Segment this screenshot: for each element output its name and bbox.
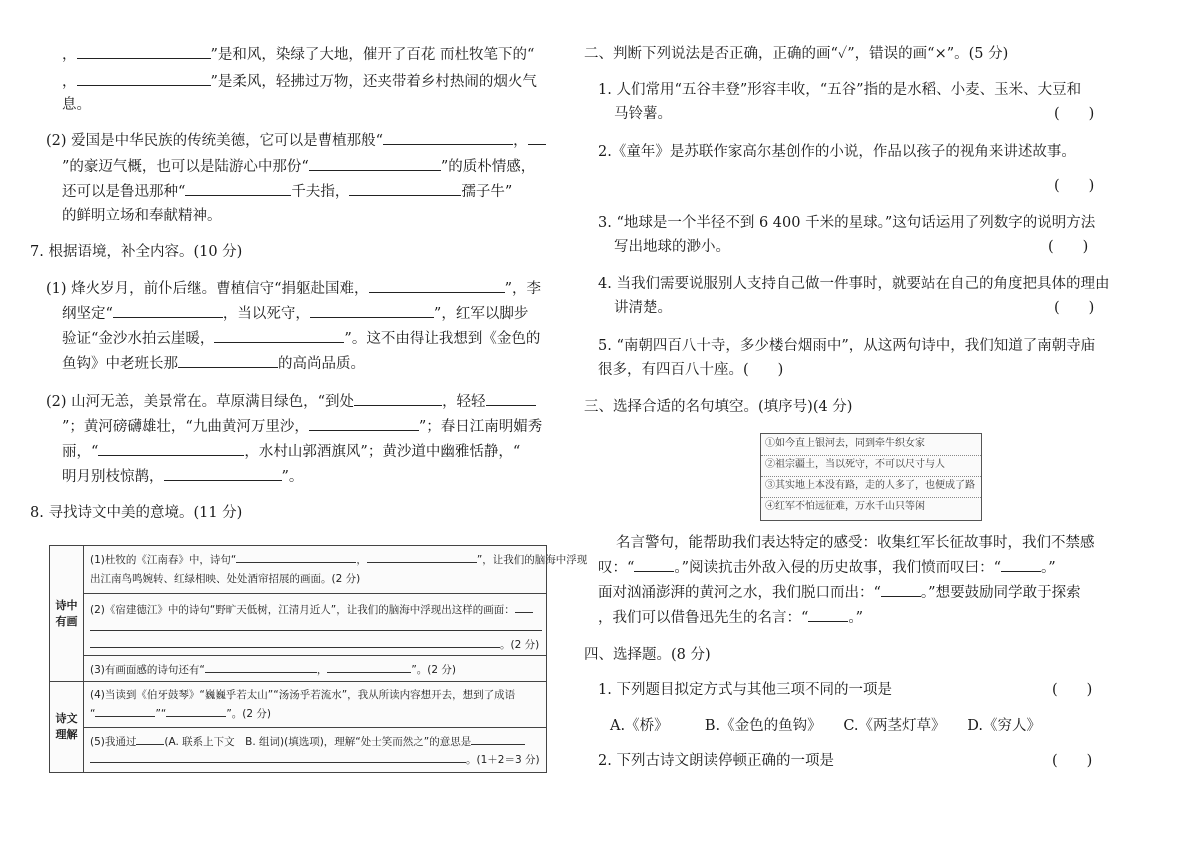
section-4-heading: 四、选择题。(8 分) [584,647,711,663]
quote-option-4: ④红军不怕远征难，万水千山只等闲 [765,501,925,512]
q6-2-line-3: 还可以是鲁迅那种“ 千夫指， 孺子牛” [62,181,512,202]
fill-line-2: 叹：“ 。”阅读抗击外敌入侵的历史故事，我们愤而叹曰：“ 。” [598,557,1056,578]
choice-2-question: 2. 下列古诗文朗读停顿正确的一项是 [598,753,834,769]
blank[interactable] [185,181,291,196]
judge-3-line-2: 写出地球的渺小。 [614,239,730,255]
table-row-4: (4)当读到《伯牙鼓琴》“巍巍乎若太山”“汤汤乎若流水”，我从所读内容想开去，想到了成语 “ ”“ ”。(2 分) [84,682,546,728]
q7-1-line-2: 纲坚定“ ，当以死守， ”，红军以脚步 [62,303,528,324]
q6-2-line-4: 的鲜明立场和奉献精神。 [62,208,222,224]
blank[interactable] [205,662,317,673]
blank[interactable] [369,278,505,293]
fill-line-4: ，我们可以借鲁迅先生的名言：“ 。” [598,607,863,628]
q7-2-line-2: ”；黄河磅礴雄壮，“九曲黄河万里沙， ”；春日江南明媚秀 [62,416,542,437]
blank[interactable] [166,706,226,717]
judge-4-line-1: 4. 当我们需要说服别人支持自己做一件事时，就要站在自己的角度把具体的理由 [598,276,1110,292]
blank[interactable] [808,607,848,622]
blank[interactable] [634,557,674,572]
blank[interactable] [383,130,513,145]
divider [761,476,981,477]
blank[interactable] [309,156,441,171]
blank[interactable] [349,181,461,196]
quote-option-3: ③其实地上本没有路，走的人多了，也便成了路 [765,480,975,491]
blank[interactable] [310,303,434,318]
blank[interactable] [164,466,282,481]
divider [761,455,981,456]
choice-1-options[interactable]: A.《桥》 B.《金色的鱼钩》 C.《两茎灯草》 D.《穷人》 [610,718,1041,734]
blank[interactable] [95,706,155,717]
judge-5-answer[interactable]: ( ) [743,362,784,378]
judge-4-line-2: 讲清楚。 [614,300,672,316]
q7-1-line-1: (1) 烽火岁月，前仆后继。曹植信守“捐躯赴国难， ”，李 [46,278,541,299]
table-row-5: (5)我通过 (A. 联系上下文 B. 组词)(填选项)，理解“处士笑而然之”的意思是 。(1＋2＝3 分) [90,736,540,766]
choice-1-answer[interactable]: ( ) [1052,682,1093,698]
blank[interactable] [214,328,344,343]
judge-5-line-2: 很多，有四百八十座。( ) [598,362,784,378]
q7-1-line-4: 鱼钩》中老班长那 的高尚品质。 [62,353,365,374]
side-label: 诗文 理解 [55,712,78,741]
q8-table [49,545,588,773]
blank[interactable] [90,637,500,648]
judge-3-answer[interactable]: ( ) [1048,239,1089,255]
q7-2-line-1: (2) 山河无恙，美景常在。草原满目绿色，“到处 ，轻轻 [46,391,536,412]
blank[interactable] [367,552,477,563]
blank[interactable] [136,734,164,745]
choice-1-question: 1. 下列题目拟定方式与其他三项不同的一项是 [598,682,892,698]
table-side-label-picture [50,546,84,682]
q8-heading: 8. 寻找诗文中美的意境。(11 分) [30,505,243,521]
q7-1-line-3: 验证“金沙水拍云崖暖， ”。这不由得让我想到《金色的 [62,328,540,349]
judge-1-line-1: 1. 人们常用“五谷丰登”形容丰收，“五谷”指的是水稻、小麦、玉米、大豆和 [598,82,1082,98]
q7-heading: 7. 根据语境，补全内容。(10 分) [30,244,243,260]
blank[interactable] [471,734,525,745]
blank[interactable] [327,662,411,673]
fill-line-3: 面对汹涌澎湃的黄河之水，我们脱口而出：“ 。”想要鼓励同学敢于探索 [598,582,1081,603]
table-row-3: (3)有画面感的诗句还有“ ， ”。(2 分) [84,656,546,682]
divider [761,497,981,498]
table-side-label-understanding [50,682,84,772]
q7-2-line-4: 明月别枝惊鹊， ”。 [62,466,303,487]
table-row-2: (2)《宿建德江》中的诗句“野旷天低树，江清月近人”，让我们的脑海中浮现出这样的画面： 。(2 分) [84,594,546,656]
quote-options-box [760,433,982,521]
judge-3-line-1: 3. “地球是一个半径不到 6 400 千米的星球。”这句话运用了列数字的说明方法 [598,215,1096,231]
quote-option-2: ②祖宗疆土，当以死守，不可以尺寸与人 [765,459,945,470]
blank[interactable] [90,620,542,631]
judge-5-line-1: 5. “南朝四百八十寺，多少楼台烟雨中”，从这两句诗中，我们知道了南朝寺庙 [598,338,1096,354]
blank[interactable] [236,552,356,563]
blank[interactable] [77,71,211,86]
judge-1-answer[interactable]: ( ) [1054,106,1095,122]
blank[interactable] [486,391,536,406]
poem-line-2: ， ”是柔风，轻拂过万物，还夹带着乡村热闹的烟火气 [62,71,537,92]
side-label: 诗中 有画 [55,598,78,628]
table-row-1: (1)杜牧的《江南春》中，诗句“ ， ”，让我们的脑海中浮现 出江南鸟鸣婉转、红绿相映、处处酒帘招展的画面。(2 分) [84,546,546,594]
section-2-heading: 二、判断下列说法是否正确，正确的画“✓”，错误的画“×”。(5 分) [584,46,1009,62]
blank[interactable] [309,416,419,431]
judge-1-line-2: 马铃薯。 [614,106,672,122]
blank[interactable] [98,441,244,456]
quote-option-1: ①如今直上银河去，同到牵牛织女家 [765,438,925,449]
blank[interactable] [528,130,546,145]
blank[interactable] [90,752,466,763]
blank[interactable] [354,391,442,406]
blank[interactable] [178,353,278,368]
q7-2-line-3: 丽，“ ，水村山郭酒旗风”；黄沙道中幽雅恬静，“ [62,441,520,462]
blank[interactable] [113,303,223,318]
q6-2-line-2: ”的豪迈气概，也可以是陆游心中那份“ ”的质朴情感， [62,156,535,177]
section-3-heading: 三、选择合适的名句填空。(填序号)(4 分) [584,399,853,415]
judge-2-line: 2.《童年》是苏联作家高尔基创作的小说，作品以孩子的视角来讲述故事。 [598,144,1076,160]
poem-line-1: ， ”是和风，染绿了大地，催开了百花 而杜牧笔下的“ [62,44,534,65]
blank[interactable] [515,602,533,613]
fill-line-1: 名言警句，能帮助我们表达特定的感受：收集红军长征故事时，我们不禁感 [616,535,1095,551]
poem-line-3: 息。 [62,97,91,113]
q6-2-line-1: (2) 爱国是中华民族的传统美德，它可以是曹植那般“ ， [46,130,546,151]
judge-4-answer[interactable]: ( ) [1054,300,1095,316]
blank[interactable] [881,582,921,597]
blank[interactable] [77,44,211,59]
blank[interactable] [1001,557,1041,572]
choice-2-answer[interactable]: ( ) [1052,753,1093,769]
judge-2-answer[interactable]: ( ) [1054,178,1095,194]
